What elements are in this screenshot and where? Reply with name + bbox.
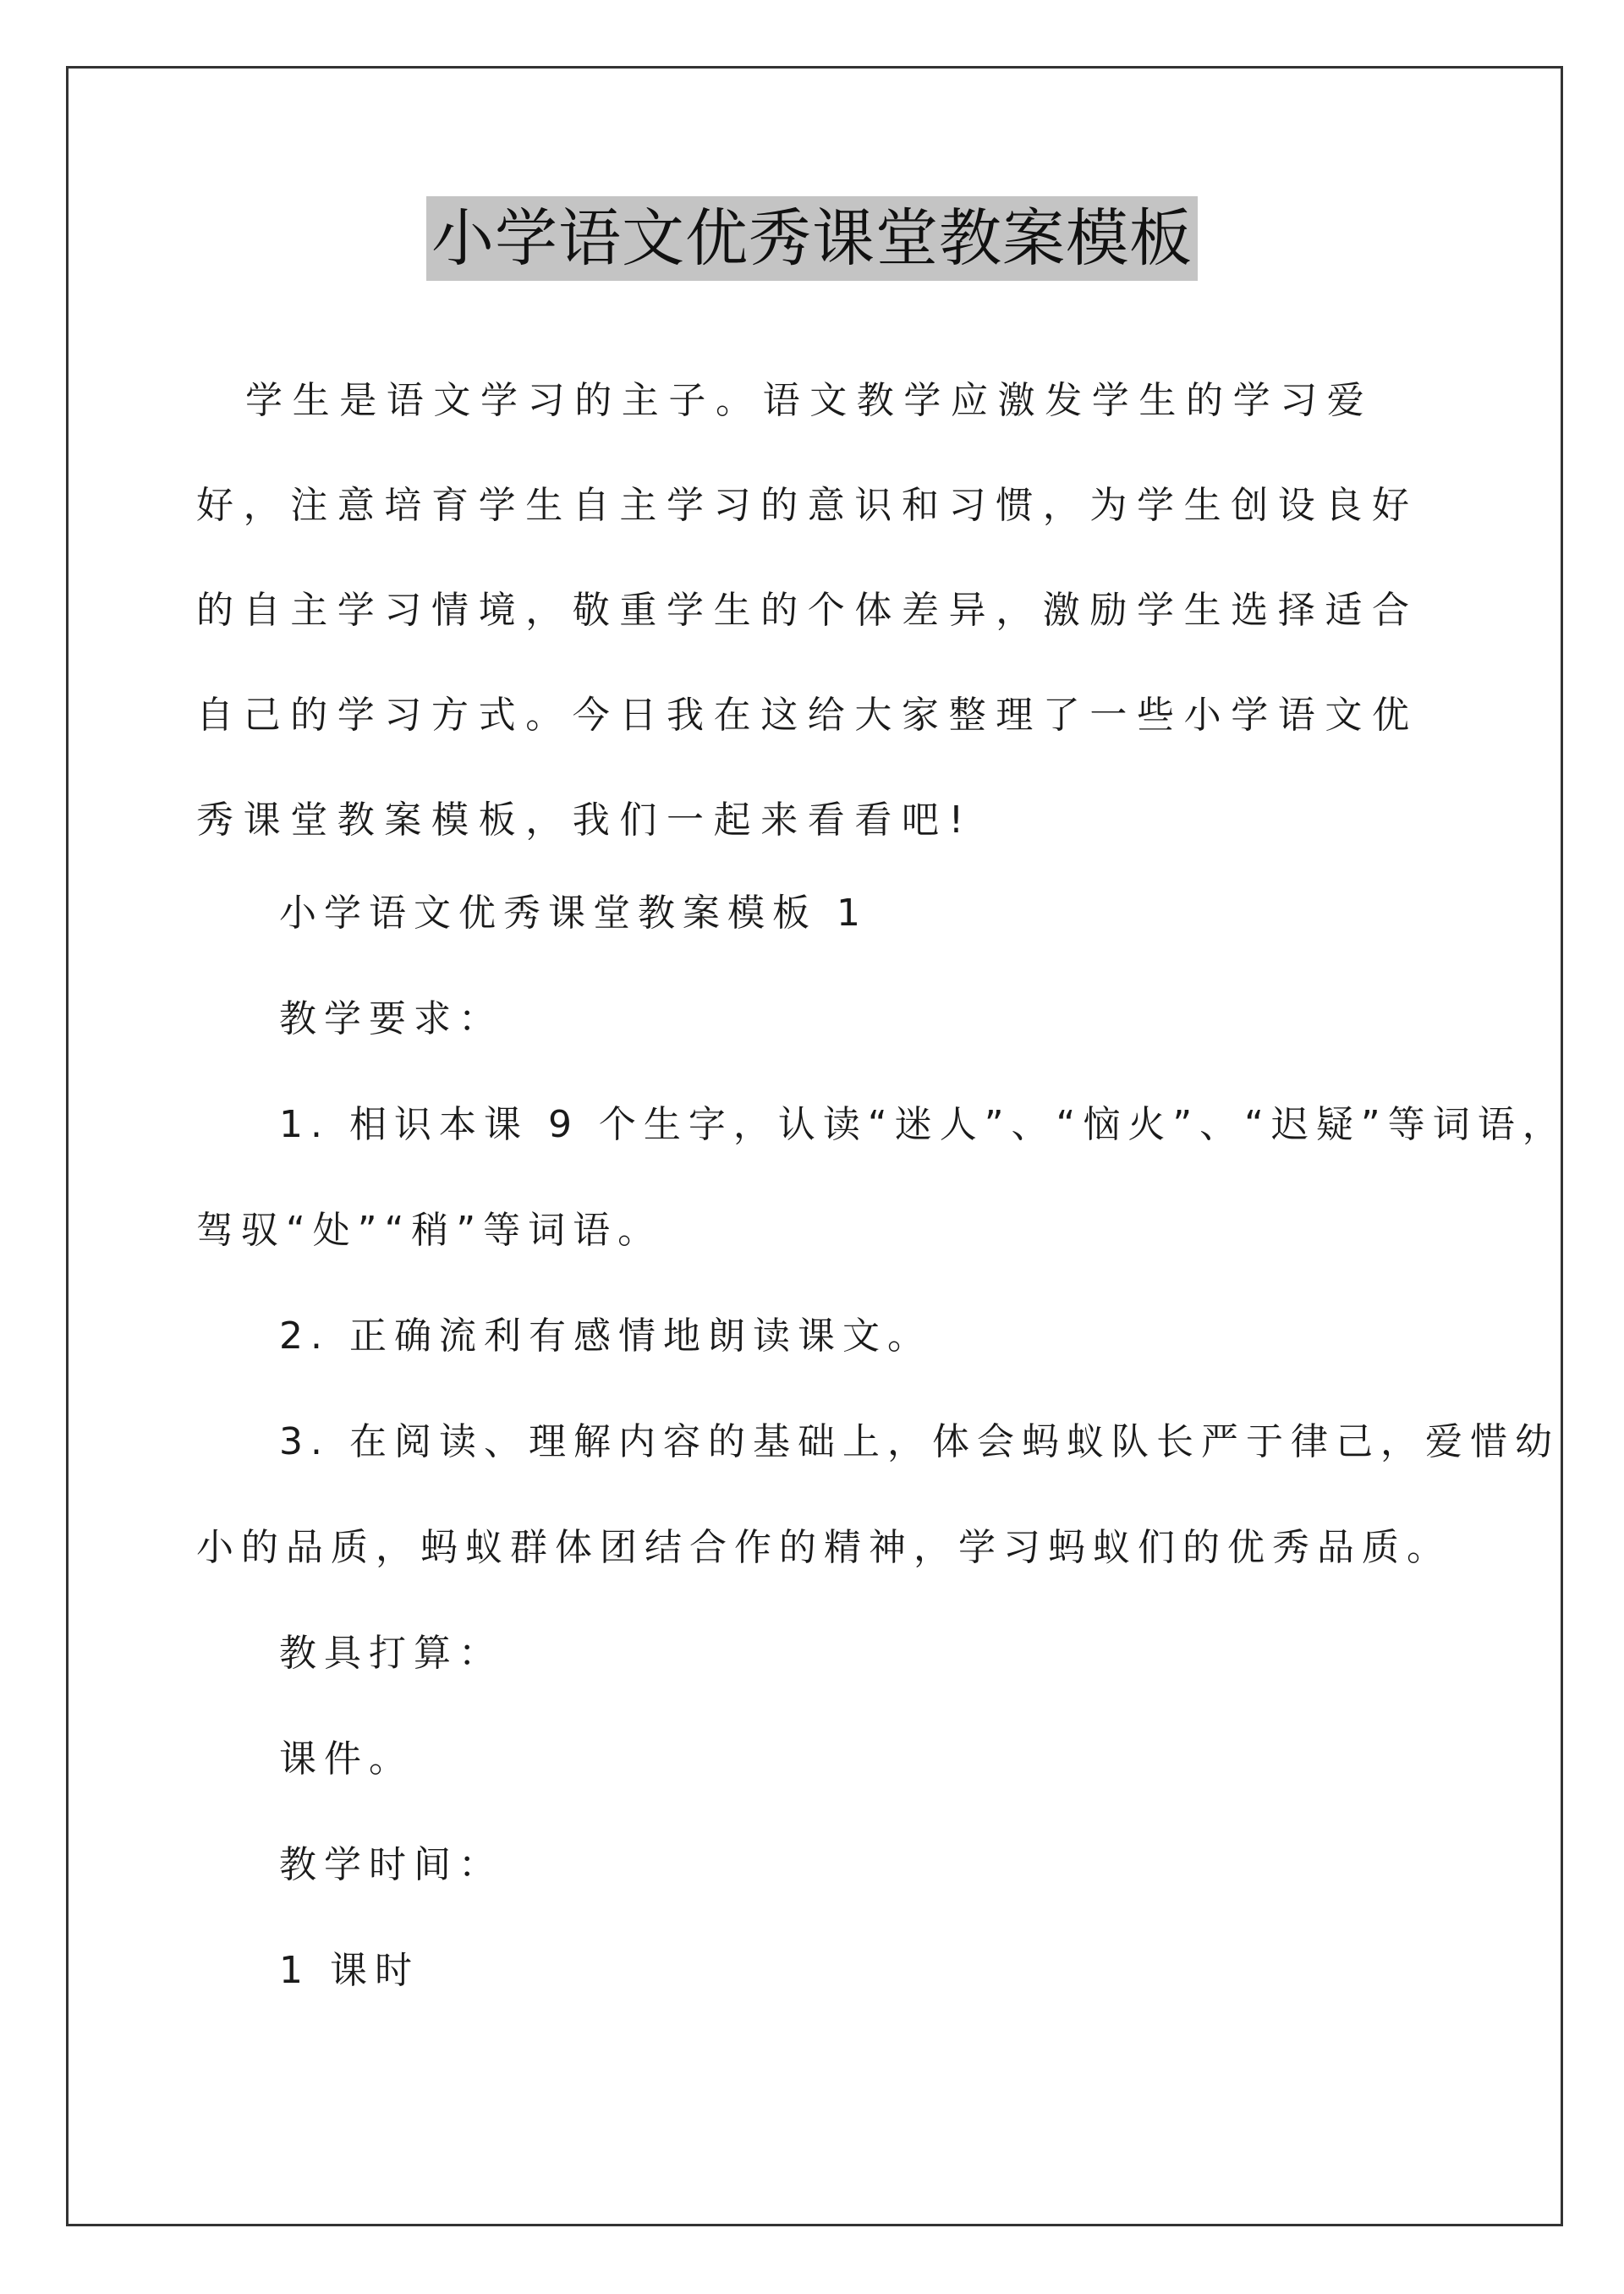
requirement-1-line-1: 1. 相识本课 9 个生字，认读“迷人”、“恼火”、“迟疑”等词语， <box>279 1103 1567 1146</box>
tools-label: 教具打算： <box>279 1632 503 1675</box>
document-title: 小学语文优秀课堂教案模板 <box>426 196 1198 281</box>
section-heading: 小学语文优秀课堂教案模板 1 <box>279 892 868 935</box>
requirement-1-line-2: 驾驭“处”“稍”等词语。 <box>196 1209 663 1252</box>
tools-value: 课件。 <box>279 1737 414 1781</box>
time-label: 教学时间： <box>279 1843 503 1886</box>
time-value: 1 课时 <box>279 1949 420 1992</box>
title-wrapper <box>0 196 1624 281</box>
requirement-3-line-1: 3. 在阅读、理解内容的基础上，体会蚂蚁队长严于律己，爱惜幼 <box>279 1420 1560 1463</box>
requirement-3-line-2: 小的品质，蚂蚁群体团结合作的精神，学习蚂蚁们的优秀品质。 <box>196 1526 1451 1569</box>
intro-paragraph: 学生是语文学习的主子。语文教学应激发学生的学习爱好，注意培育学生自主学习的意识和习惯，为学生创设良好的自主学习情境，敬重学生的个体差异，激励学生选择适合自己的学习方式。今日我在这给大家整理了一些小学语文优秀课堂教案模板，我们一起来看看吧! <box>196 379 1419 842</box>
requirement-2: 2. 正确流利有感情地朗读课文。 <box>279 1314 932 1358</box>
requirements-label: 教学要求： <box>279 997 503 1040</box>
